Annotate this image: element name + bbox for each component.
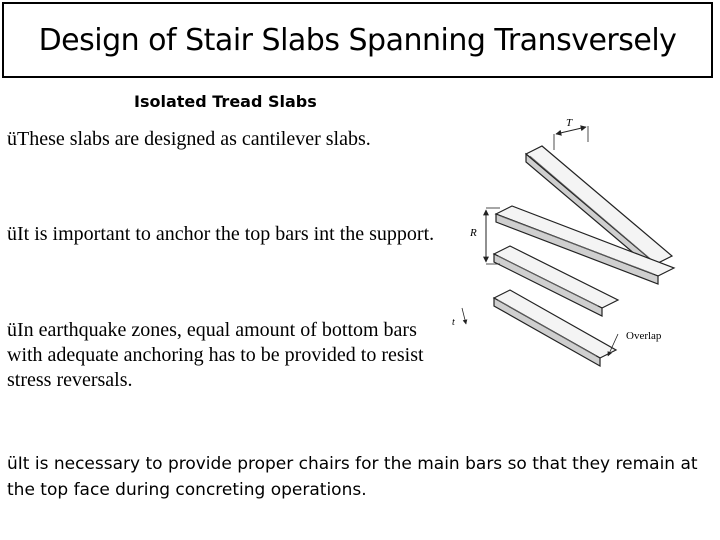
bullet-1 [7,127,447,152]
check-icon: ü [7,454,18,474]
bullet-4 [7,451,707,503]
label-T: T [566,117,573,129]
title-box [2,2,713,78]
bullet-2 [7,222,487,247]
label-R: R [470,227,477,239]
label-overlap: Overlap [626,330,662,342]
stair-tread-figure [444,112,684,412]
tread-width-dimension [554,117,588,150]
slide-title: Design of Stair Slabs Spanning Transversely [38,22,677,58]
check-icon: ü [7,128,17,150]
label-t: t [452,317,455,328]
thickness-dimension [452,308,466,328]
bullet-3-text: In earthquake zones, equal amount of bottom bars with adequate anchoring has to be provided to resist stress reversals. [7,319,424,391]
check-icon: ü [7,223,17,245]
overlap-annotation [608,330,662,356]
bullet-3 [7,318,457,393]
bullet-2-text: It is important to anchor the top bars int the support. [17,223,435,245]
slide-subtitle: Isolated Tread Slabs [134,92,317,111]
check-icon: ü [7,319,17,341]
bullet-4-text: It is necessary to provide proper chairs for the main bars so that they remain at the top face during concreting operations. [7,454,698,500]
bullet-1-text: These slabs are designed as cantilever slabs. [17,128,371,150]
